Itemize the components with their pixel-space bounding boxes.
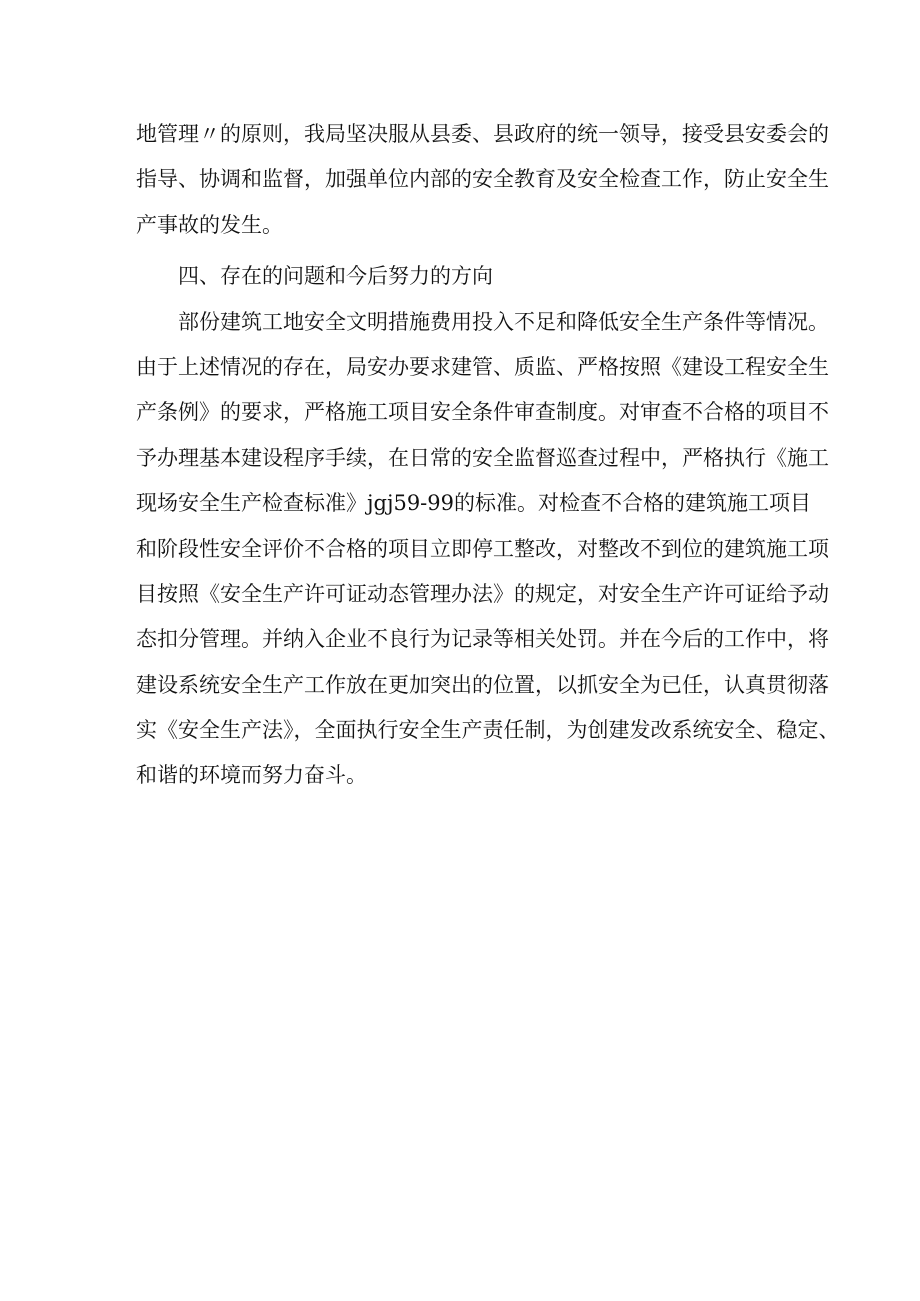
text-line: 产条例》的要求，严格施工项目安全条件审查制度。对审查不合格的项目不	[136, 400, 829, 425]
text-line: 和谐的环境而努力奋斗。	[136, 763, 367, 788]
text-line: 予办理基本建设程序手续，在日常的安全监督巡查过程中，严格执行《施工	[136, 445, 829, 470]
document-body	[136, 112, 840, 799]
text-line: 产事故的发生。	[136, 212, 283, 237]
paragraph-principle	[136, 112, 829, 248]
text-line: 实《安全生产法》，全面执行安全生产责任制，为创建发改系统安全、稳定、	[136, 718, 840, 743]
text-line: 部份建筑工地安全文明措施费用投入不足和降低安全生产条件等情况。	[178, 309, 829, 334]
text-line: 态扣分管理。并纳入企业不良行为记录等相关处罚。并在今后的工作中，将	[136, 627, 829, 652]
text-line: 目按照《安全生产许可证动态管理办法》的规定，对安全生产许可证给予动	[136, 581, 829, 606]
text-line: 现场安全生产检查标准》jgj59-99的标准。对检查不合格的建筑施工项目	[136, 491, 812, 516]
section-heading: 四、存在的问题和今后努力的方向	[178, 264, 493, 289]
text-line: 由于上述情况的存在，局安办要求建管、质监、严格按照《建设工程安全生	[136, 354, 829, 379]
text-line: 建设系统安全生产工作放在更加突出的位置，以抓安全为已任，认真贯彻落	[136, 672, 829, 697]
text-line: 指导、协调和监督，加强单位内部的安全教育及安全检查工作，防止安全生	[136, 167, 829, 192]
text-line: 和阶段性安全评价不合格的项目立即停工整改，对整改不到位的建筑施工项	[136, 536, 829, 561]
text-line: 地管理〃的原则，我局坚决服从县委、县政府的统一领导，接受县安委会的	[136, 122, 829, 146]
paragraph-problems-direction	[136, 300, 840, 799]
